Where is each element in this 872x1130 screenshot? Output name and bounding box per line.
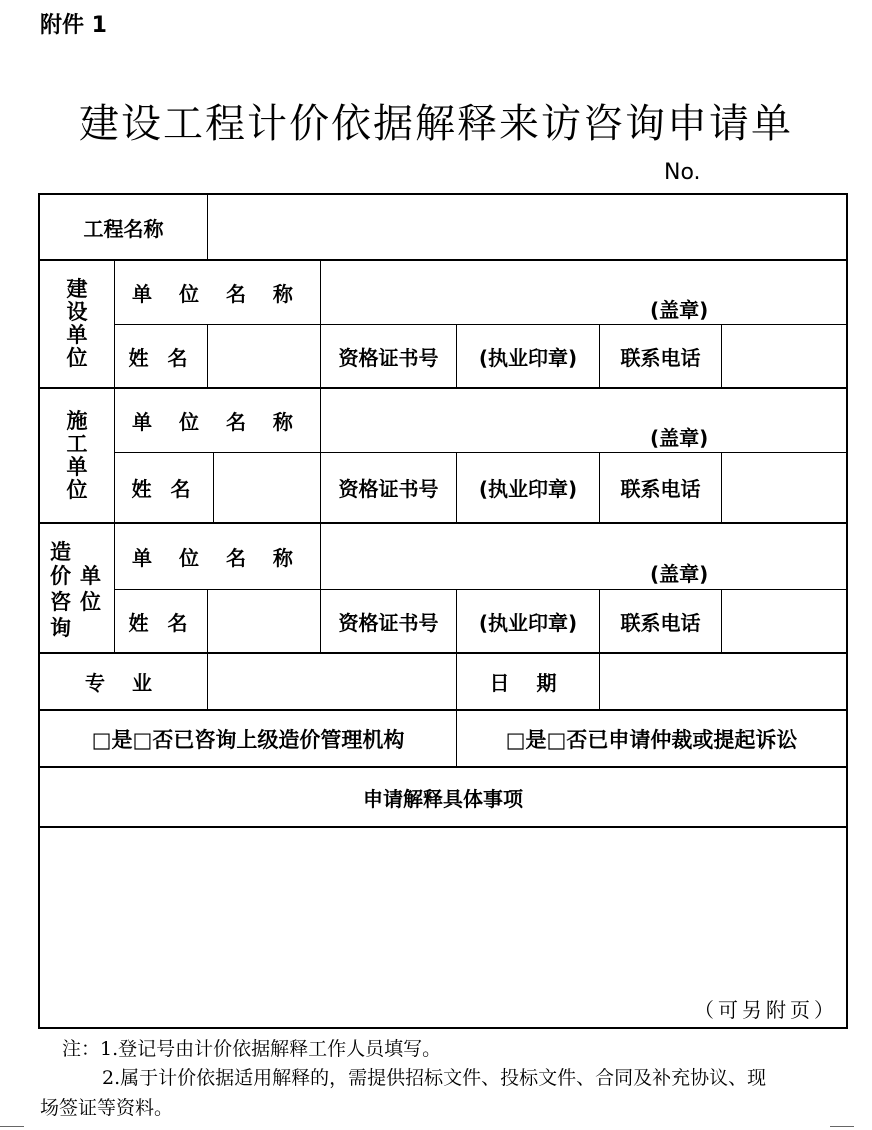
phone-label: 联系电话: [620, 610, 701, 635]
seal-note: (盖章): [650, 298, 709, 322]
section-label-text: 位: [66, 477, 88, 502]
page-title: 建设工程计价依据解释来访咨询申请单: [79, 101, 793, 147]
person-name-label: 姓 名: [128, 610, 194, 635]
phone-label: 联系电话: [620, 345, 701, 370]
person-name-label: 姓 名: [128, 345, 194, 370]
section-label-contractor: [40, 389, 114, 522]
section-label-text: 单: [66, 454, 88, 479]
section-label-text: 造: [50, 540, 71, 564]
section-label-text: 施: [66, 408, 88, 433]
section-label-text: 单: [66, 323, 88, 347]
unit-name-field[interactable]: [321, 524, 846, 589]
unit-name-label: 单 位 名 称: [132, 410, 303, 434]
certificate-number-label: 资格证书号: [338, 610, 439, 635]
seal-note: (盖章): [650, 426, 709, 450]
certificate-number-label: 资格证书号: [338, 345, 439, 370]
practice-stamp-label: (执业印章): [478, 610, 578, 635]
person-name-field[interactable]: [208, 590, 320, 652]
seal-note: (盖章): [650, 562, 709, 586]
person-name-label: 姓 名: [131, 477, 197, 501]
phone-field[interactable]: [722, 325, 846, 387]
major-field[interactable]: [208, 654, 456, 709]
certificate-number-label: 资格证书号: [338, 477, 439, 501]
practice-stamp-label: (执业印章): [478, 345, 578, 370]
section-label-text: 单: [80, 564, 101, 588]
section-label-cost-consulting: [44, 534, 110, 644]
section-label-text: 工: [66, 431, 88, 456]
section-label-text: 建: [66, 277, 88, 301]
project-name-label: 工程名称: [83, 216, 164, 241]
unit-name-label: 单 位 名 称: [132, 282, 303, 306]
major-label: 专 业: [85, 671, 162, 695]
section-label-text: 咨: [50, 590, 71, 614]
note-line-3: 场签证等资料。: [40, 1097, 174, 1119]
page-edge-mark: [830, 1126, 854, 1127]
section-label-text: 价: [50, 564, 71, 588]
border-bottom: [38, 1027, 848, 1029]
section-label-text: 位: [80, 590, 101, 614]
note-line-2: 2.属于计价依据适用解释的，需提供招标文件、投标文件、合同及补充协议、现: [102, 1067, 767, 1089]
section-label-construction-owner: [40, 261, 114, 387]
phone-field[interactable]: [722, 590, 846, 652]
consulted-superior-question[interactable]: □是□否已咨询上级造价管理机构: [91, 727, 405, 752]
date-label: 日 期: [489, 671, 567, 695]
attachment-label: 附件 1: [40, 13, 107, 38]
page-edge-mark: [0, 1126, 24, 1127]
phone-field[interactable]: [722, 453, 846, 522]
matters-label: 申请解释具体事项: [363, 786, 523, 811]
unit-name-field[interactable]: [321, 261, 846, 324]
section-label-text: 设: [66, 300, 88, 324]
litigation-question[interactable]: □是□否已申请仲裁或提起诉讼: [505, 727, 798, 752]
practice-stamp-label: (执业印章): [478, 477, 578, 501]
person-name-field[interactable]: [214, 453, 320, 522]
project-name-field[interactable]: [208, 195, 846, 259]
section-label-text: 询: [50, 616, 71, 640]
date-field[interactable]: [600, 654, 846, 709]
attach-page-note: （可另附页）: [694, 998, 838, 1022]
unit-name-field[interactable]: [321, 389, 846, 452]
border-right: [846, 193, 848, 1029]
section-label-text: 位: [66, 346, 88, 370]
phone-label: 联系电话: [620, 477, 701, 501]
note-line-1: 注：1.登记号由计价依据解释工作人员填写。: [62, 1038, 442, 1060]
unit-name-label: 单 位 名 称: [132, 546, 303, 570]
number-label: No.: [664, 160, 701, 185]
person-name-field[interactable]: [208, 325, 320, 387]
